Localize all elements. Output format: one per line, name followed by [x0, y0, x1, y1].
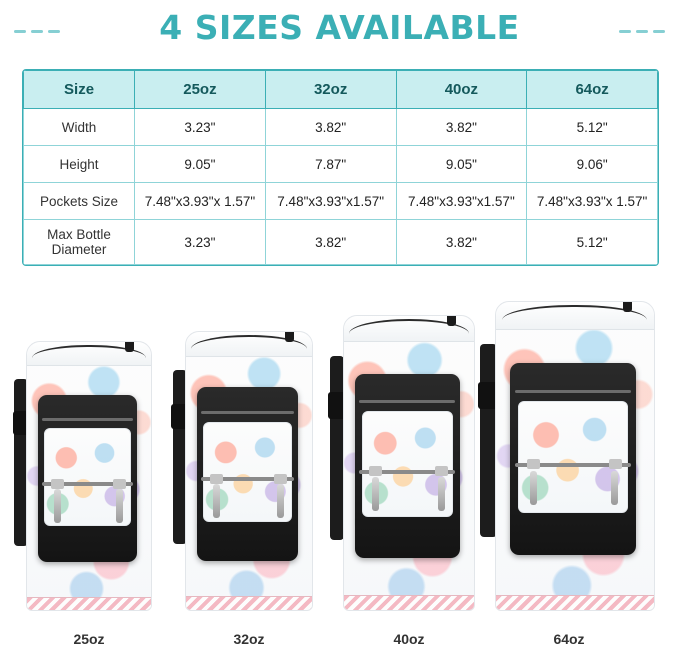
sleeve-bottom-trim [344, 595, 475, 610]
zipper-slider-icon [527, 459, 540, 469]
dash-icon [636, 30, 648, 33]
cell-pockets-64oz: 7.48"x3.93"x 1.57" [527, 183, 658, 220]
cell-width-64oz: 5.12" [527, 109, 658, 146]
sleeve-bottom-trim [27, 597, 151, 610]
zipper-slider-icon [274, 474, 287, 484]
table-header-cell-32oz: 32oz [265, 71, 396, 109]
row-label-max-bottle-diameter: Max Bottle Diameter [24, 220, 135, 265]
row-label-height: Height [24, 146, 135, 183]
zipper-pull-icon [54, 489, 61, 523]
zipper-slider-icon [435, 466, 448, 476]
bottle-sling-bag [480, 301, 670, 611]
product-image-32oz [173, 331, 325, 611]
product-caption-40oz: 40oz [393, 631, 425, 647]
zipper-pull-icon [277, 484, 284, 518]
dash-icon [14, 30, 26, 33]
front-pouch [38, 395, 137, 562]
cell-pockets-32oz: 7.48"x3.93"x1.57" [265, 183, 396, 220]
title-dashes-right [619, 24, 665, 38]
pouch-zipper-top [201, 411, 293, 414]
row-label-pockets-size: Pockets Size [24, 183, 135, 220]
front-pouch [197, 387, 297, 561]
bottle-sling-bag [14, 341, 164, 611]
pouch-zipper-top [359, 400, 455, 403]
table-row [24, 183, 658, 220]
page-title-row [0, 4, 679, 50]
cell-maxdia-40oz: 3.82" [396, 220, 527, 265]
title-dashes-left [14, 24, 60, 38]
cell-width-25oz: 3.23" [135, 109, 266, 146]
bottle-sling-bag [173, 331, 325, 611]
sleeve-bottom-trim [496, 595, 654, 610]
zipper-pull-icon [372, 477, 379, 511]
cell-maxdia-64oz: 5.12" [527, 220, 658, 265]
cell-maxdia-25oz: 3.23" [135, 220, 266, 265]
cell-height-64oz: 9.06" [527, 146, 658, 183]
zipper-slider-icon [113, 479, 126, 489]
table-header-cell-64oz: 64oz [527, 71, 658, 109]
cell-height-25oz: 9.05" [135, 146, 266, 183]
pouch-zipper-top [42, 418, 133, 421]
pouch-zipper-top [515, 390, 630, 393]
table-header-cell-size: Size [24, 71, 135, 109]
table-row [24, 109, 658, 146]
dash-icon [619, 30, 631, 33]
cord-lock-icon [125, 341, 134, 352]
cord-lock-icon [285, 331, 294, 342]
page-title: 4 SIZES AVAILABLE [159, 7, 520, 47]
product-caption-32oz: 32oz [233, 631, 265, 647]
cell-height-32oz: 7.87" [265, 146, 396, 183]
zipper-pull-icon [438, 477, 445, 511]
zipper-slider-icon [51, 479, 64, 489]
table-row [24, 220, 658, 265]
sleeve-bottom-trim [186, 596, 312, 610]
product-caption-25oz: 25oz [73, 631, 105, 647]
product-caption-64oz: 64oz [553, 631, 585, 647]
dash-icon [653, 30, 665, 33]
cell-maxdia-32oz: 3.82" [265, 220, 396, 265]
zipper-pull-icon [213, 484, 220, 518]
cell-pockets-25oz: 7.48"x3.93"x 1.57" [135, 183, 266, 220]
table-header-row [24, 71, 658, 109]
zipper-pull-icon [611, 471, 618, 505]
table-header-cell-25oz: 25oz [135, 71, 266, 109]
cell-width-32oz: 3.82" [265, 109, 396, 146]
bottle-sling-bag [330, 315, 488, 611]
table-row [24, 146, 658, 183]
cell-width-40oz: 3.82" [396, 109, 527, 146]
cell-pockets-40oz: 7.48"x3.93"x1.57" [396, 183, 527, 220]
product-image-25oz [14, 341, 164, 611]
size-table [22, 69, 659, 266]
zipper-pull-icon [530, 471, 537, 505]
front-pouch [510, 363, 635, 555]
zipper-pull-icon [116, 489, 123, 523]
front-pouch [355, 374, 459, 558]
product-image-64oz [480, 301, 670, 611]
cord-lock-icon [623, 301, 632, 312]
product-image-40oz [330, 315, 488, 611]
product-image-row [0, 300, 679, 655]
zipper-slider-icon [609, 459, 622, 469]
row-label-width: Width [24, 109, 135, 146]
dash-icon [31, 30, 43, 33]
dash-icon [48, 30, 60, 33]
cell-height-40oz: 9.05" [396, 146, 527, 183]
zipper-slider-icon [369, 466, 382, 476]
zipper-slider-icon [210, 474, 223, 484]
cord-lock-icon [447, 315, 456, 326]
table-header-cell-40oz: 40oz [396, 71, 527, 109]
